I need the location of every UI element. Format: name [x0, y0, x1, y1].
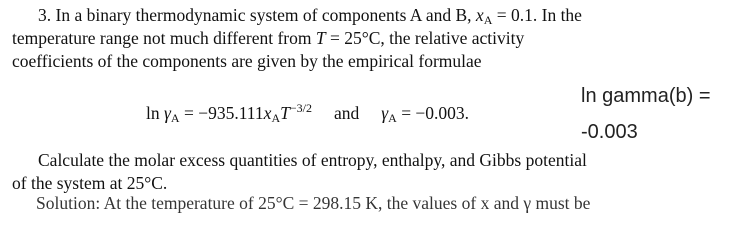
formula-row: [146, 98, 469, 128]
ocr-annotation-top: ln gamma(b) =: [581, 85, 711, 107]
gamma-subscript: A: [170, 111, 180, 125]
problem-line-2: [12, 28, 524, 48]
x-subscript: A: [483, 13, 493, 27]
ln-function: ln: [146, 103, 160, 123]
temperature-variable: T: [315, 28, 326, 48]
problem-line-1: [38, 5, 582, 30]
problem-line-2-prefix: temperature range not much different from: [12, 28, 312, 48]
x-value: = 0.1. In the: [492, 5, 582, 25]
gamma-symbol: γ: [164, 103, 171, 123]
gamma-subscript-2: A: [388, 111, 397, 125]
formula-x-variable: x: [263, 103, 272, 123]
problem-line-6: Calculate the molar excess quantities of entropy, enthalpy, and Gibbs potential: [38, 150, 587, 170]
problem-line-7: of the system at 25°C.: [12, 173, 168, 193]
ocr-annotation-bottom: -0.003: [581, 121, 638, 143]
formula-exponent: −3/2: [289, 101, 312, 115]
problem-line-2-rest: = 25°C, the relative activity: [325, 28, 525, 48]
formula-T-variable: T: [280, 103, 290, 123]
gamma-symbol-2: γ: [381, 103, 389, 123]
formula-equals-coefficient: = −935.111: [179, 103, 264, 123]
formula-and: and: [333, 103, 360, 123]
problem-line-1-text: 3. In a binary thermodynamic system of components A and B,: [38, 5, 472, 25]
problem-line-3: coefficients of the components are given by the empirical formulae: [12, 51, 482, 71]
cutoff-text: Solution: At the temperature of 25°C = 298.15 K, the values of x and γ must be: [36, 193, 591, 213]
gamma-2-value: = −0.003.: [396, 103, 470, 123]
x-variable: x: [475, 5, 484, 25]
formula-x-subscript: A: [271, 111, 281, 125]
